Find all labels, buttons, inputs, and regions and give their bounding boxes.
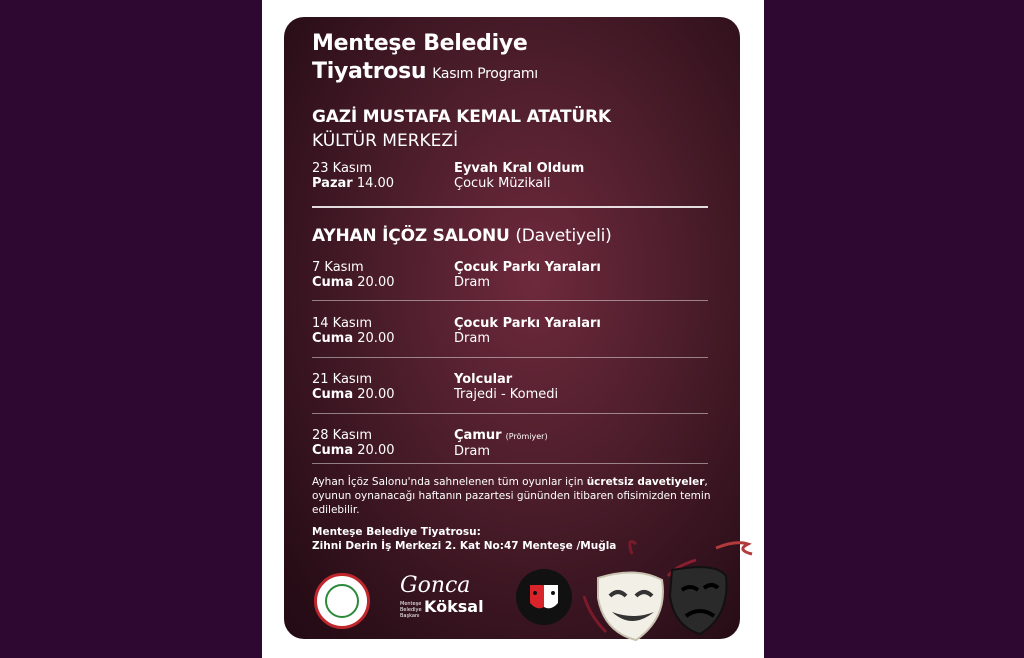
- venue1-name-line1: GAZİ MUSTAFA KEMAL ATATÜRK: [312, 107, 611, 127]
- event-genre: Trajedi - Komedi: [454, 387, 559, 402]
- event-date: [312, 372, 394, 402]
- note-text-2: , oyunun oynanacağı haftanın pazartesi gününden itibaren ofisimizden temin edilebilir.: [312, 476, 711, 516]
- signature-first-name: Gonca: [400, 573, 471, 598]
- venue2-name-text: AYHAN İÇÖZ SALONU: [312, 226, 510, 246]
- event-day: Cuma: [312, 387, 354, 402]
- event-title: Çocuk Parkı Yaraları: [454, 260, 601, 275]
- address-line2: Zihni Derin İş Merkezi 2. Kat No:47 Menteşe /Muğla: [312, 540, 617, 552]
- event-play: [454, 161, 584, 191]
- event-genre: Dram: [454, 444, 490, 459]
- event-date-text: 7 Kasım: [312, 260, 364, 275]
- event-genre: Dram: [454, 331, 490, 346]
- event-time: 14.00: [356, 176, 395, 191]
- event-date: [312, 428, 394, 458]
- venue1-name-line2: KÜLTÜR MERKEZİ: [312, 131, 459, 151]
- venue2-note: (Davetiyeli): [515, 226, 612, 246]
- note-bold: ücretsiz davetiyeler: [586, 476, 705, 488]
- address-line1: Menteşe Belediye Tiyatrosu:: [312, 526, 481, 538]
- event-day: Cuma: [312, 331, 354, 346]
- event-date-text: 14 Kasım: [312, 316, 372, 331]
- venue2-name: [312, 226, 612, 246]
- event-row: [312, 372, 708, 408]
- event-row: [312, 260, 708, 296]
- event-time: 20.00: [357, 331, 395, 346]
- event-row: [312, 316, 708, 352]
- event-play: [454, 260, 601, 290]
- event-premiere-tag: (Prömiyer): [505, 432, 548, 441]
- title-line1: Menteşe Belediye: [312, 31, 528, 56]
- theater-logo: [516, 569, 572, 625]
- mayor-signature-logo: [400, 573, 492, 623]
- comedy-tragedy-masks-icon: [576, 536, 756, 642]
- signature-caption: Menteşe Belediye Başkanı: [400, 601, 422, 619]
- event-date: [312, 260, 394, 290]
- event-time: 20.00: [357, 387, 395, 402]
- event-row: [312, 161, 708, 197]
- event-title: Yolcular: [454, 372, 513, 387]
- event-play: [454, 372, 558, 402]
- theater-mask-icon: [524, 577, 564, 617]
- subtitle: Kasım Programı: [432, 66, 538, 82]
- event-title: Çocuk Parkı Yaraları: [454, 316, 601, 331]
- municipality-seal-logo: [314, 573, 370, 629]
- event-day: Cuma: [312, 275, 354, 290]
- event-play: [454, 316, 601, 346]
- row-divider: [312, 463, 708, 464]
- title-line2-text: Tiyatrosu: [312, 59, 427, 84]
- event-genre: Dram: [454, 275, 490, 290]
- signature-last-name: Köksal: [424, 597, 484, 616]
- invitation-note: [312, 475, 722, 517]
- event-title: Çamur: [454, 428, 502, 443]
- event-row: [312, 428, 708, 464]
- event-day: Pazar: [312, 176, 353, 191]
- section-divider: [312, 206, 708, 208]
- row-divider: [312, 413, 708, 414]
- event-genre: Çocuk Müzikali: [454, 176, 551, 191]
- event-day: Cuma: [312, 443, 354, 458]
- event-date: [312, 161, 394, 191]
- seal-inner-ring: [325, 584, 359, 618]
- event-time: 20.00: [357, 443, 395, 458]
- row-divider: [312, 357, 708, 358]
- event-date-text: 21 Kasım: [312, 372, 372, 387]
- event-time: 20.00: [357, 275, 395, 290]
- row-divider: [312, 300, 708, 301]
- event-play: [454, 428, 548, 459]
- title-line2: [312, 59, 538, 84]
- event-title: Eyvah Kral Oldum: [454, 161, 585, 176]
- note-text-1: Ayhan İçöz Salonu'nda sahnelenen tüm oyunlar için: [312, 476, 587, 488]
- event-date: [312, 316, 394, 346]
- event-date-text: 28 Kasım: [312, 428, 372, 443]
- event-date-text: 23 Kasım: [312, 161, 372, 176]
